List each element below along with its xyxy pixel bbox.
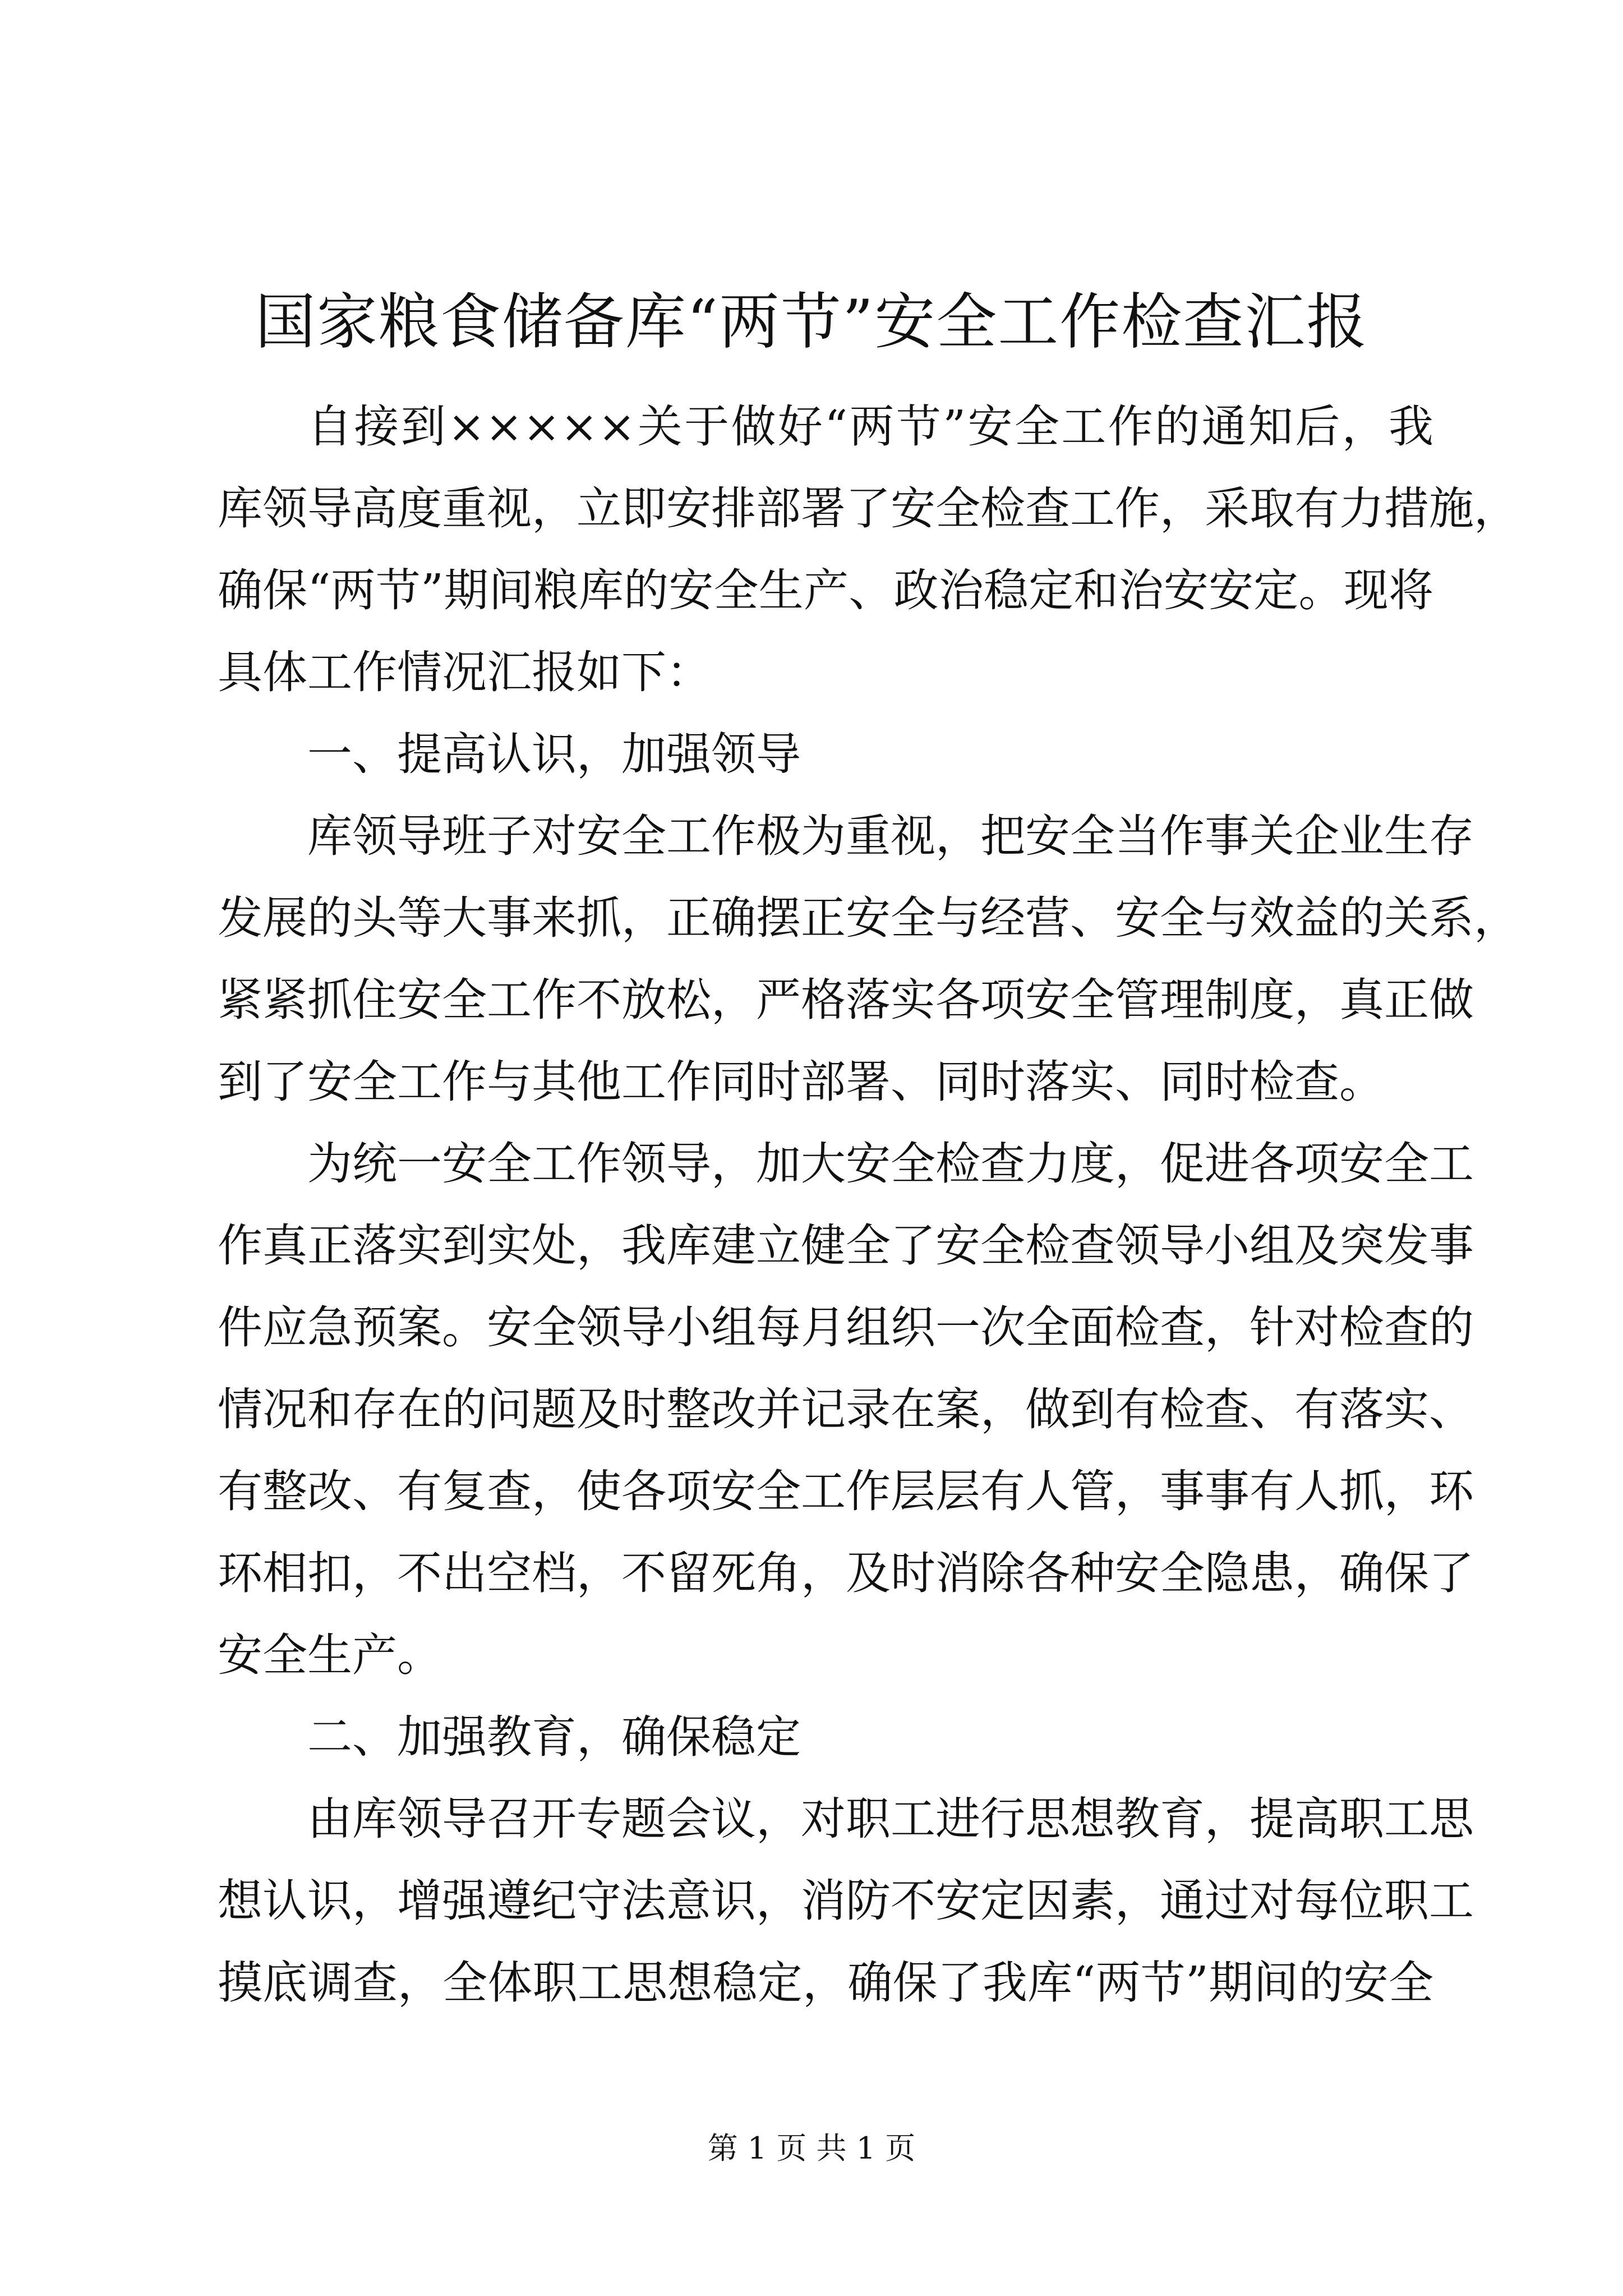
body-line: 确保“两节”期间粮库的安全生产、政治稳定和治安安定。现将 <box>218 564 1433 616</box>
body-line: 自接到×××××关于做好“两节”安全工作的通知后，我 <box>307 401 1433 453</box>
body-line: 库领导高度重视，立即安排部署了安全检查工作，采取有力措施， <box>218 482 1519 535</box>
document-body <box>218 386 1519 2024</box>
body-line: 发展的头等大事来抓，正确摆正安全与经营、安全与效益的关系， <box>218 892 1519 944</box>
body-line: 具体工作情况汇报如下： <box>218 646 711 698</box>
body-line: 有整改、有复查，使各项安全工作层层有人管，事事有人抓，环 <box>218 1465 1474 1517</box>
body-line: 库领导班子对安全工作极为重视，把安全当作事关企业生存 <box>307 810 1474 862</box>
page-footer: 第 1 页 共 1 页 <box>707 2131 916 2166</box>
body-line: 由库领导召开专题会议，对职工进行思想教育，提高职工思 <box>307 1793 1474 1845</box>
document-title: 国家粮食储备库“两节”安全工作检查汇报 <box>255 287 1368 357</box>
body-line: 作真正落实到实处，我库建立健全了安全检查领导小组及突发事 <box>218 1220 1474 1272</box>
body-line: 情况和存在的问题及时整改并记录在案，做到有检查、有落实、 <box>218 1383 1474 1435</box>
section-heading: 二、加强教育，确保稳定 <box>307 1711 801 1763</box>
body-line: 紧紧抓住安全工作不放松，严格落实各项安全管理制度，真正做 <box>218 974 1474 1026</box>
section-heading: 一、提高认识，加强领导 <box>307 728 801 780</box>
body-line: 环相扣，不出空档，不留死角，及时消除各种安全隐患，确保了 <box>218 1547 1474 1599</box>
body-line: 想认识，增强遵纪守法意识，消防不安定因素，通过对每位职工 <box>218 1875 1474 1927</box>
body-line: 安全生产。 <box>218 1629 442 1681</box>
body-line: 件应急预案。安全领导小组每月组织一次全面检查，针对检查的 <box>218 1301 1474 1354</box>
body-line: 摸底调查，全体职工思想稳定，确保了我库“两节”期间的安全 <box>218 1957 1433 2009</box>
body-line: 到了安全工作与其他工作同时部署、同时落实、同时检查。 <box>218 1056 1384 1108</box>
body-line: 为统一安全工作领导，加大安全检查力度，促进各项安全工 <box>307 1138 1474 1190</box>
